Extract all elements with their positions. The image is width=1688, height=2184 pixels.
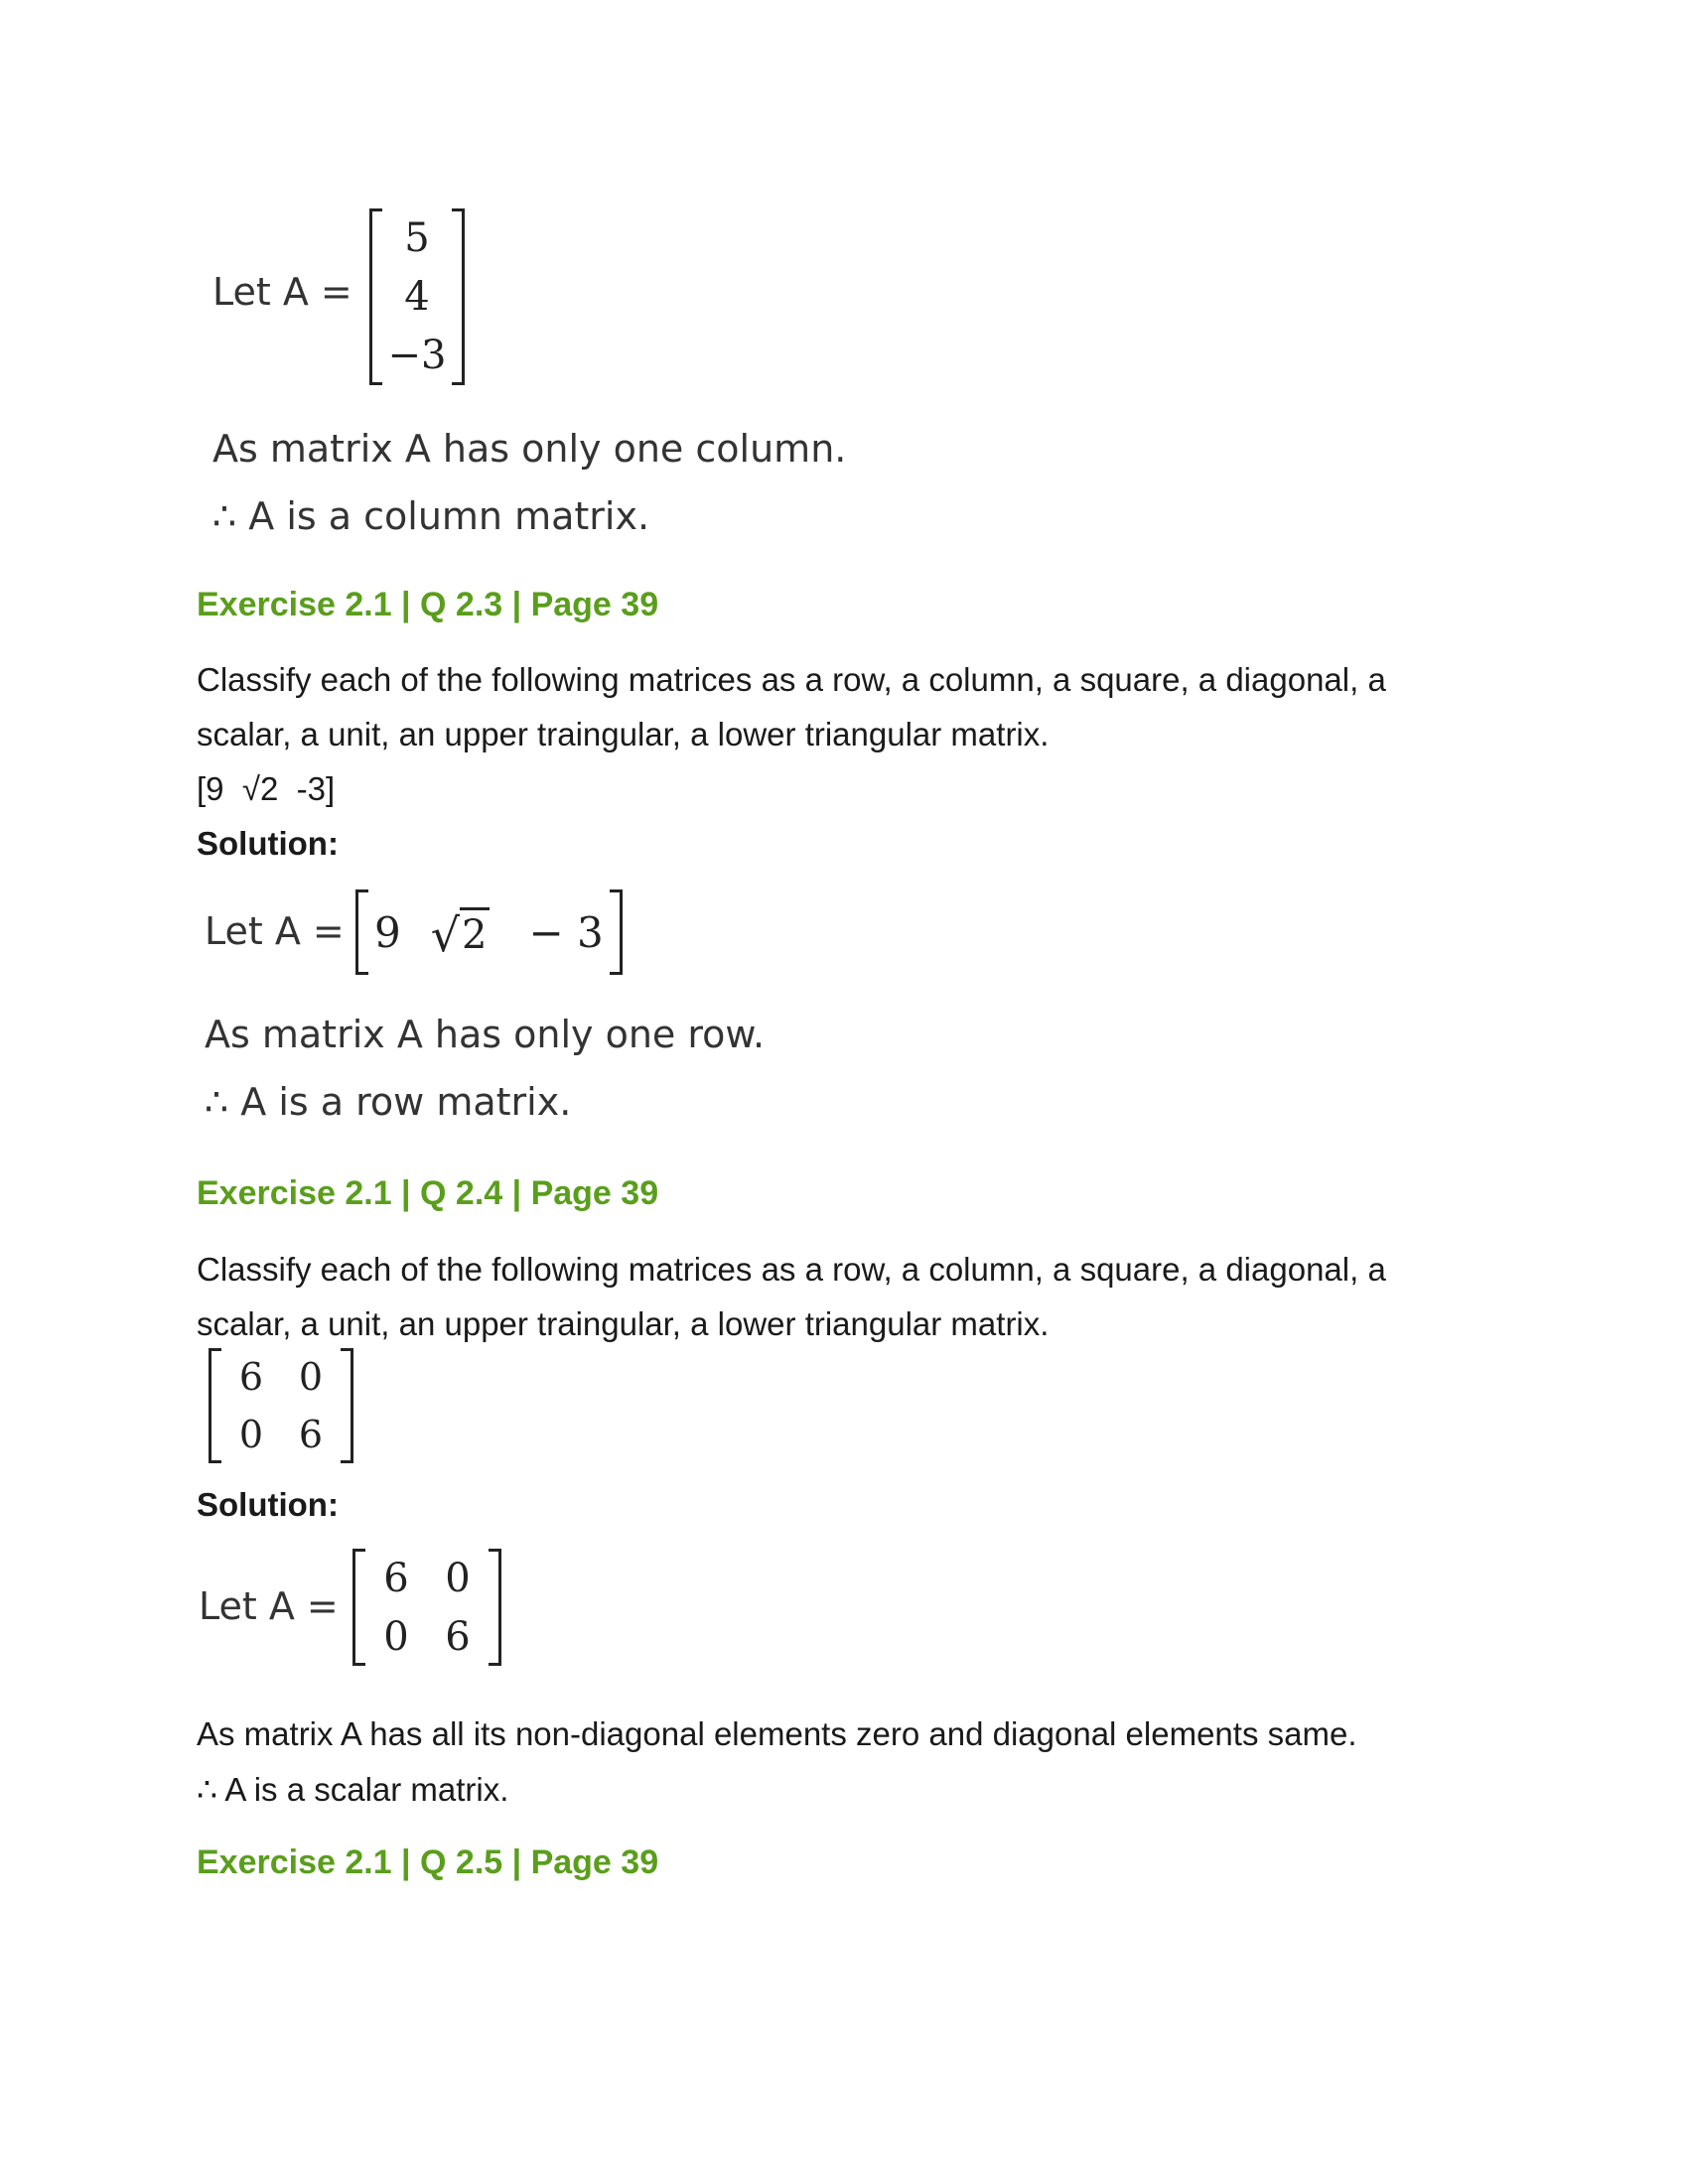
q24-solution-label: Solution: [197,1486,339,1523]
q23-question-line2: scalar, a unit, an upper traingular, a lower triangular matrix. [197,716,1050,752]
matrix-cell: 6 [298,1413,324,1456]
block1-statement: As matrix A has only one column. [212,427,847,471]
q24-conclusion: ∴ A is a scalar matrix. [197,1771,509,1808]
matrix-cell: 2 [460,907,489,958]
matrix-cell: 0 [238,1413,264,1456]
block1-let-label: Let A = [212,270,352,314]
q23-question-matrix: [9 √2 -3] [197,770,336,807]
matrix-cell: 6 [383,1555,409,1601]
matrix-cell: 6 [238,1355,264,1399]
q23-question-line1: Classify each of the following matrices as a row, a column, a square, a diagonal, a [197,661,1386,698]
matrix-cell: 9 [374,907,401,957]
q24-question-line1: Classify each of the following matrices as a row, a column, a square, a diagonal, a [197,1251,1386,1288]
block1-conclusion: ∴ A is a column matrix. [212,494,650,538]
q24-statement: As matrix A has all its non-diagonal elements zero and diagonal elements same. [197,1715,1357,1752]
matrix-cell: 0 [445,1555,471,1601]
matrix-cell: 0 [383,1613,409,1660]
block1-column-matrix [369,208,465,385]
matrix-cell: − 3 [528,907,604,957]
matrix-cell: 6 [445,1613,471,1660]
matrix-cell: 5 [404,214,430,261]
matrix-cell: 4 [404,273,430,320]
q23-heading: Exercise 2.1 | Q 2.3 | Page 39 [197,586,659,623]
q25-heading: Exercise 2.1 | Q 2.5 | Page 39 [197,1843,659,1881]
q24-heading: Exercise 2.1 | Q 2.4 | Page 39 [197,1174,659,1212]
q23-solution-label: Solution: [197,825,339,862]
q23-statement: As matrix A has only one row. [205,1013,766,1056]
q23-conclusion: ∴ A is a row matrix. [205,1080,572,1124]
sqrt-symbol: √ 2 [430,907,488,962]
q24-solution-matrix [352,1549,501,1666]
q24-let-label: Let A = [199,1584,339,1628]
q23-let-label: Let A = [205,909,345,953]
q24-question-matrix [209,1348,353,1463]
q24-question-line2: scalar, a unit, an upper traingular, a lower triangular matrix. [197,1305,1050,1342]
matrix-cell: 0 [298,1355,324,1399]
matrix-cell: −3 [387,333,447,379]
q23-row-matrix [355,889,623,975]
